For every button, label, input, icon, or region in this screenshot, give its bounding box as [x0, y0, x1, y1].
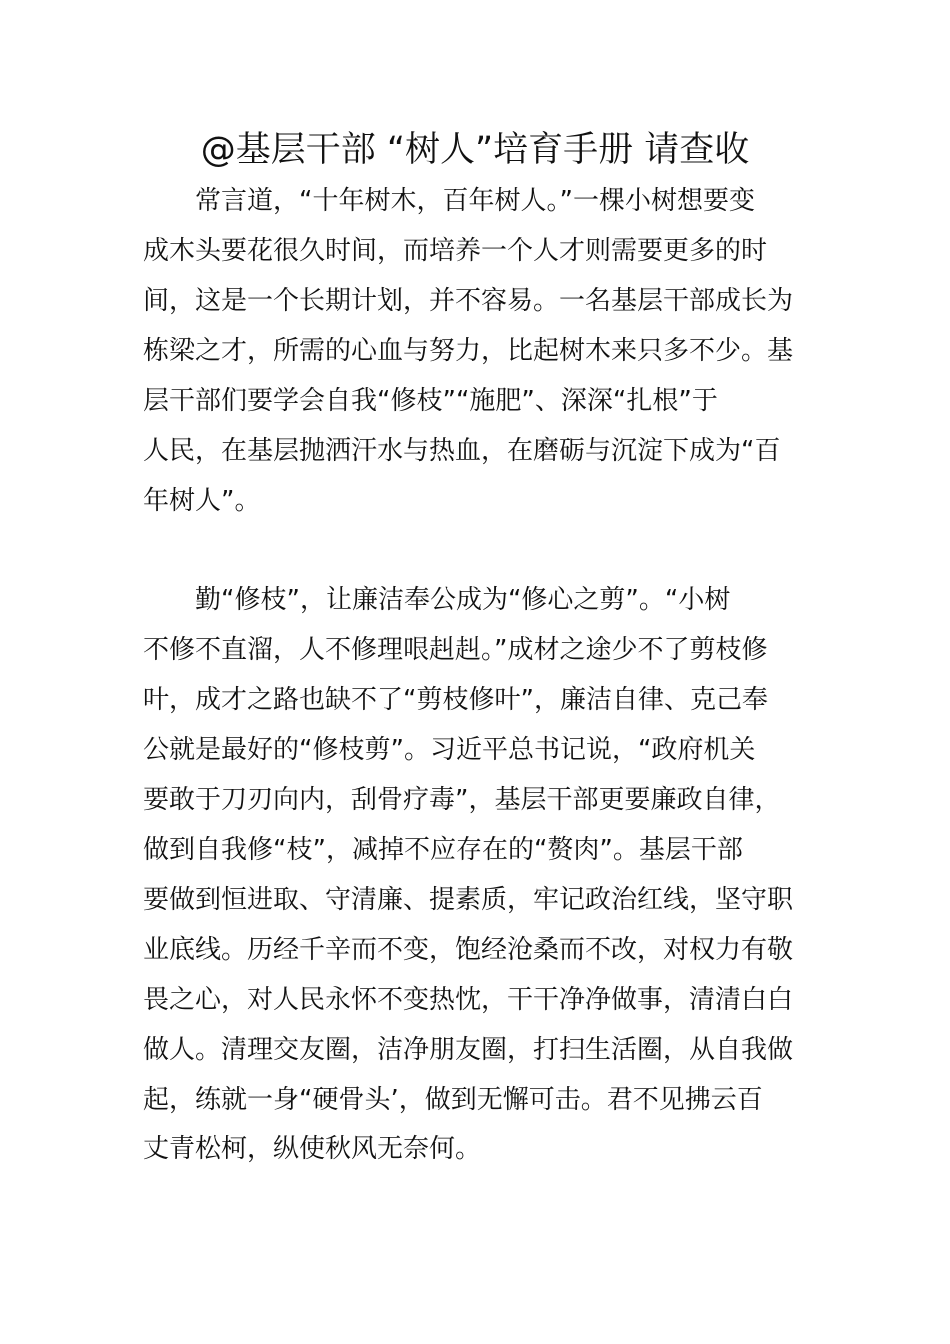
- paragraph-line: 要做到恒进取、守清廉、提素质，牢记政治红线，坚守职: [143, 885, 794, 915]
- paragraph-line: 公就是最好的“修枝剪”。习近平总书记说，“政府机关: [143, 735, 756, 765]
- paragraph-line: 勤“修枝”，让廉洁奉公成为“修心之剪”。“小树: [195, 585, 731, 615]
- paragraph-line: 做人。清理交友圈，洁净朋友圈，打扫生活圈，从自我做: [143, 1035, 794, 1065]
- paragraph-line: 业底线。历经千辛而不变，饱经沧桑而不改，对权力有敬: [143, 935, 794, 965]
- paragraph-line: 不修不直溜，人不修理哏赳赳。”成材之途少不了剪枝修: [143, 635, 768, 665]
- paragraph-line: 层干部们要学会自我“修枝”“施肥”、深深“扎根”于: [143, 386, 718, 416]
- paragraph-line: 年树人”。: [143, 486, 261, 516]
- paragraph-line: 畏之心，对人民永怀不变热忱，干干净净做事，清清白白: [143, 985, 794, 1015]
- document-title: @基层干部 “树人”培育手册 请查收: [200, 130, 750, 170]
- paragraph-line: 起，练就一身“硬骨头’，做到无懈可击。君不见拂云百: [143, 1085, 763, 1115]
- paragraph-line: 丈青松柯，纵使秋风无奈何。: [143, 1134, 482, 1164]
- paragraph-line: 叶，成才之路也缺不了“剪枝修叶”，廉洁自律、克己奉: [143, 685, 768, 715]
- paragraph-line: 成木头要花很久时间，而培养一个人才则需要更多的时: [143, 236, 768, 266]
- paragraph-line: 常言道，“十年树木，百年树人。”一棵小树想要变: [195, 186, 755, 216]
- paragraph-line: 人民，在基层抛洒汗水与热血，在磨砺与沉淀下成为“百: [143, 436, 781, 466]
- paragraph-line: 栋梁之才，所需的心血与努力，比起树木来只多不少。基: [143, 336, 794, 366]
- paragraph-line: 要敢于刀刃向内，刮骨疗毒”，基层干部更要廉政自律，: [143, 785, 781, 815]
- paragraph-line: 间，这是一个长期计划，并不容易。一名基层干部成长为: [143, 286, 794, 316]
- paragraph-line: 做到自我修“枝”，减掉不应存在的“赘肉”。基层干部: [143, 835, 743, 865]
